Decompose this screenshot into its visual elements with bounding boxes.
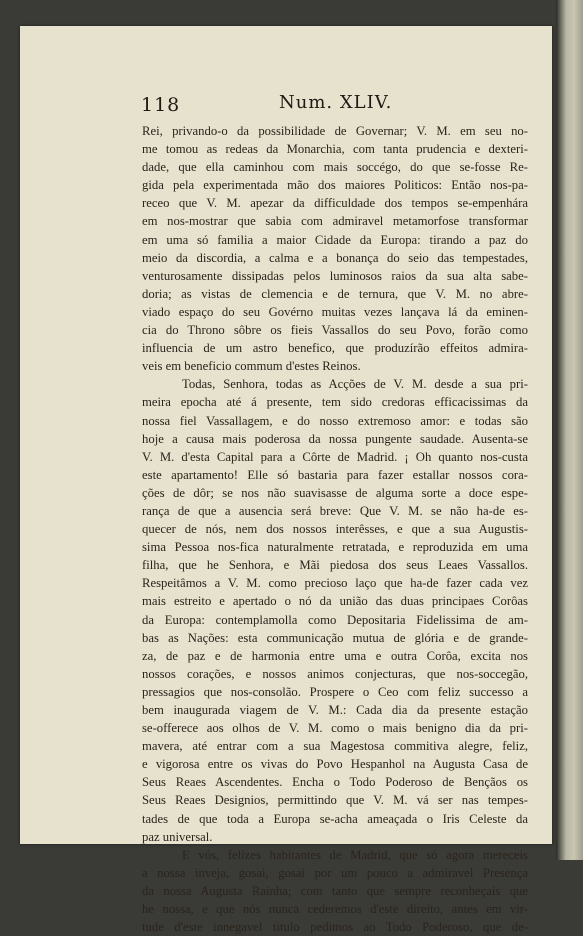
text-line: em uma só familia a maior Cidade da Europa: tirando a paz do <box>142 232 528 247</box>
text-line: V. M. d'esta Capital para a Côrte de Madrid. ¡ Oh quanto nos-custa <box>142 449 528 464</box>
text-line: Seus Reaes Ascendentes. Encha o Todo Poderoso de Bençãos os <box>142 775 528 790</box>
text-line: a nossa inveja, gosai, gosai por um pouco a admiravel Presença <box>142 865 528 880</box>
text-line: bem inaugurada viagem de V. M.: Cada dia da presente estação <box>142 703 528 717</box>
text-line: tades de que toda a Europa se-acha ameaçada o Iris Celeste da <box>142 811 528 826</box>
text-line: Rei, privando-o da possibilidade de Governar; V. M. em seu no- <box>142 124 528 138</box>
text-line: he nossa, e que nós nunca cederemos d'este direito, antes em vir- <box>142 902 528 917</box>
text-line: influencia de um astro benefico, que produzírão effeitos admira- <box>142 341 528 356</box>
text-line: rança de que a ausencia será breve: Que V. M. se não ha-de es- <box>142 503 528 518</box>
text-line: doria; as vistas de clemencia e de ternura, que V. M. no abre- <box>142 286 528 301</box>
text-line: e vigorosa entre os vivas do Povo Hespanhol na Augusta Casa de <box>142 757 528 772</box>
text-line: nossa fiel Vassallagem, e do nosso extremoso amor: e todas são <box>142 413 528 428</box>
adjacent-page-edge <box>556 0 583 860</box>
text-line: Todas, Senhora, todas as Acções de V. M. desde a sua pri- <box>182 377 528 392</box>
text-line: da nossa Augusta Rainha; com tanto que sempre reconheçais que <box>142 883 528 898</box>
text-line: se-offerece aos olhos de V. M. como o mais benigno dia da pri- <box>142 721 528 736</box>
text-line: meira epocha até á presente, tem sido credoras efficacissimas da <box>142 395 528 410</box>
text-line: mais estreito e apertado o nó da união das duas principaes Corôas <box>142 594 528 609</box>
text-line: tude d'este innegavel titulo pedimos ao Todo Poderoso, que de- <box>142 920 528 935</box>
text-line: paz universal. <box>142 829 213 844</box>
text-line: cia do Throno sôbre os fieis Vassallos do seu Povo, forão como <box>142 323 528 338</box>
text-line: ções de dôr; se nos não suavisasse de alguma sorte a doce espe- <box>142 485 528 500</box>
running-head: Num. XLIV. <box>279 92 393 113</box>
text-line: viado espaço do seu Govérno muitas vezes lançava lá da eminen- <box>142 304 528 319</box>
text-line: E vós, felizes habitantes de Madrid, que só agora mereceis <box>182 847 528 862</box>
text-line: Seus Reaes Designios, permittindo que V. M. vá ser nas tempes- <box>142 793 528 808</box>
text-line: em nos-mostrar que sabia com admiravel metamorfose transformar <box>142 214 528 229</box>
text-line: Respeitâmos a V. M. como precioso laço que ha-de fazer cada vez <box>142 576 528 591</box>
text-line: bas as Nações: esta communicação mutua de glória e de grande- <box>142 630 528 645</box>
text-line: mavera, até entrar com a sua Magestosa commitiva alegre, feliz, <box>142 739 528 754</box>
body-text <box>142 122 528 936</box>
text-line: gida pela experimentada mão dos maiores Politicos: Então nos-pa- <box>142 178 528 193</box>
book-page <box>20 26 552 935</box>
text-line: dade, que ella caminhou com mais soccégo, do que se-fosse Re- <box>142 160 528 175</box>
text-line: sima Pessoa nos-fica naturalmente retratada, e reproduzida em uma <box>142 540 528 555</box>
text-line: za, de paz e de harmonia entre uma e outra Corôa, excita nos <box>142 648 528 663</box>
text-line: hoje a causa mais poderosa da nossa pungente saudade. Ausenta-se <box>142 431 528 446</box>
text-line: meio da discordia, a calma e a bonança do seio das tempestades, <box>142 250 528 265</box>
text-line: filha, que he Senhora, e Mãi piedosa dos seus Leaes Vassallos. <box>142 558 528 573</box>
text-line: pressagios que nos-consolão. Prospere o Ceo com feliz successo a <box>142 684 528 699</box>
text-line: me tomou as redeas da Monarchia, com tanta prudencia e dexteri- <box>142 142 528 157</box>
page-number: 118 <box>141 94 181 116</box>
text-line: nossos corações, e nossos animos conjecturas, que nos-soccegão, <box>142 666 528 681</box>
text-line: venturosamente dissipadas pelos luminosos raios da sua alta sabe- <box>142 268 528 283</box>
text-line: quecer de nós, nem dos nossos interêsses, e que a sua Augustis- <box>142 522 528 537</box>
text-line: receo que V. M. apezar da difficuldade dos tempos se-empenhára <box>142 196 528 211</box>
text-line: da Europa: contemplamolla como Depositaria Fidelissima de am- <box>142 612 528 627</box>
text-line: este apartamento! Elle só bastaria para fazer estallar nossos cora- <box>142 467 528 482</box>
text-line: veis em beneficio commum d'estes Reinos. <box>142 359 361 374</box>
